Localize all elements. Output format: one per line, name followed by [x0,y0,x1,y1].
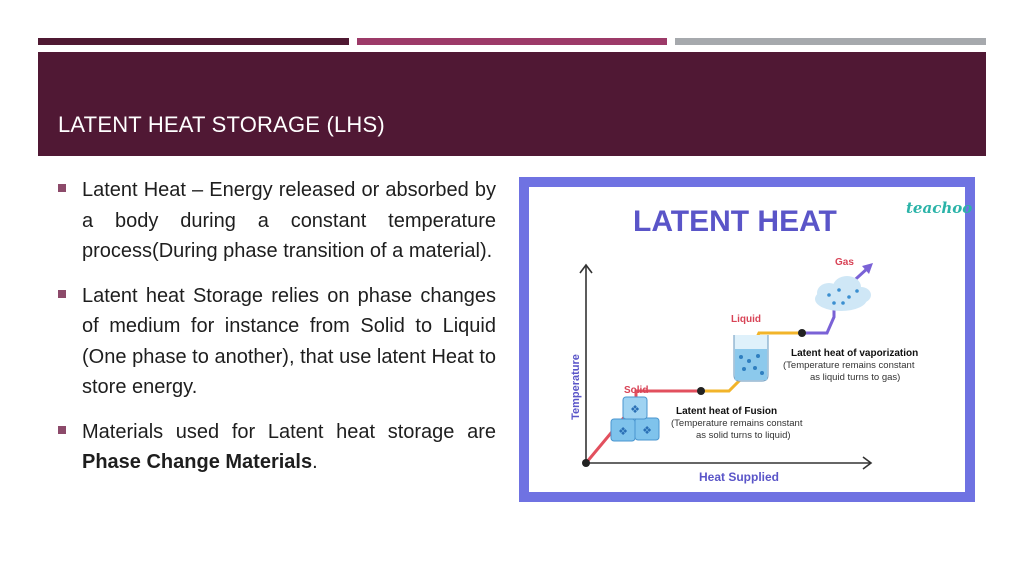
vaporization-point [798,329,806,337]
svg-text:❖: ❖ [630,403,640,416]
latent-heat-figure [519,177,975,502]
bullet-square-icon [58,184,66,192]
bullet-item [56,175,496,267]
fusion-heading: Latent heat of Fusion [676,406,778,417]
beaker-icon [734,335,768,381]
figure-canvas [529,187,973,492]
vaporization-heading: Latent heat of vaporization [791,348,919,359]
fusion-note-line2: as solid turns to liquid) [696,430,791,441]
gas-label: Gas [835,257,854,268]
bullet-item [56,417,496,478]
latent-heat-diagram [529,187,973,492]
bullet-text: Latent Heat – Energy released or absorbed by a body during a constant temperature process(During phase transition of a material). [82,179,496,262]
bullet-text: Materials used for Latent heat storage are [82,420,496,443]
header-stripe-gray [675,38,986,45]
ice-cubes-icon [611,397,659,441]
brand-logo: teachoo [906,199,973,217]
bullet-text: Latent heat Storage relies on phase changes of medium for instance from Solid to Liquid (One phase to another), that use latent Heat to store energy. [82,284,496,398]
x-axis-label: Heat Supplied [698,470,780,484]
fusion-note-line1: (Temperature remains constant [671,418,803,429]
solid-label: Solid [624,385,649,396]
gas-cloud-icon [815,276,871,311]
title-bar [38,52,986,156]
svg-text:❖: ❖ [618,425,628,438]
vaporization-note-line2: as liquid turns to gas) [810,372,901,383]
slide-title: LATENT HEAT STORAGE (LHS) [58,112,385,137]
y-axis-label: Temperature [570,354,582,420]
svg-text:❖: ❖ [642,424,652,437]
bullet-list [56,175,496,492]
vaporization-note-line1: (Temperature remains constant [783,360,915,371]
start-point [582,459,590,467]
bullet-square-icon [58,426,66,434]
bullet-square-icon [58,290,66,298]
bullet-bold-term: Phase Change Materials [82,451,313,473]
header-stripe-dark [38,38,349,45]
bullet-item [56,281,496,403]
figure-title: LATENT HEAT [633,205,837,238]
bullet-text-end: . [312,451,318,473]
header-stripe-magenta [357,38,667,45]
fusion-point [697,387,705,395]
liquid-label: Liquid [731,314,761,325]
